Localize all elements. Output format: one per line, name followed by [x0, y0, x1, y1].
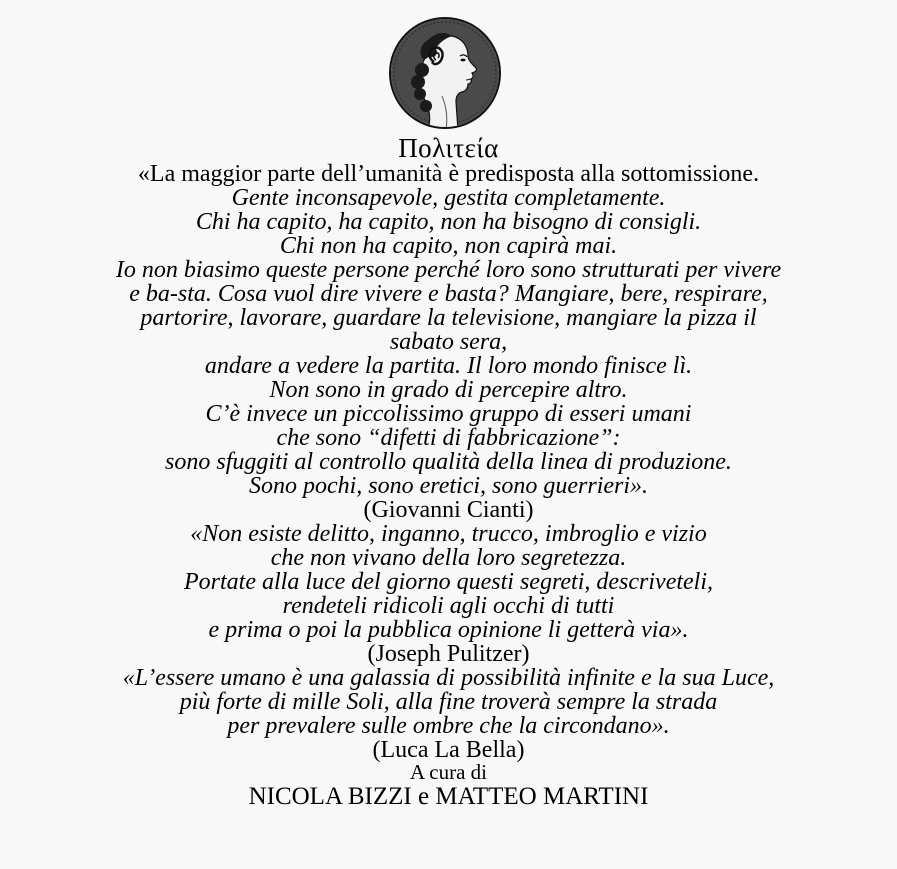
quote1-line: Io non biasimo queste persone perché loro sono strutturati per vivere	[115, 257, 782, 283]
quote1-line: che sono “difetti di fabbricazione”:	[276, 425, 621, 451]
quote1-line: Gente inconsapevole, gestita completamente.	[231, 185, 666, 211]
quote1-line: e ba-sta. Cosa vuol dire vivere e basta? Mangiare, bere, respirare,	[129, 281, 768, 307]
quote3-line: «L’essere umano è una galassia di possibilità infinite e la sua Luce,	[122, 665, 775, 691]
quote1-line: C’è invece un piccolissimo gruppo di esseri umani	[205, 401, 692, 427]
quote2-line: «Non esiste delitto, inganno, trucco, imbroglio e vizio	[190, 521, 707, 547]
quote1-line: sono sfuggiti al controllo qualità della linea di produzione.	[165, 449, 732, 475]
quote3-line: per prevalere sulle ombre che la circondano».	[227, 713, 670, 739]
quote2-line: e prima o poi la pubblica opinione li getterà via».	[208, 617, 689, 643]
quote3-line: più forte di mille Soli, alla fine troverà sempre la strada	[179, 689, 718, 715]
quote1-line: Chi ha capito, ha capito, non ha bisogno di consigli.	[195, 209, 702, 235]
quote1-line: Sono pochi, sono eretici, sono guerrieri».	[248, 473, 649, 499]
quote1-line: andare a vedere la partita. Il loro mondo finisce lì.	[204, 353, 693, 379]
editors-names: NICOLA BIZZI e MATTEO MARTINI	[248, 783, 649, 810]
quote2-line: che non vivano della loro segretezza.	[270, 545, 627, 571]
quote1-line: Chi non ha capito, non capirà mai.	[279, 233, 618, 259]
quote1-line: sabato sera,	[389, 329, 508, 355]
quote2-line: rendeteli ridicoli agli occhi di tutti	[282, 593, 615, 619]
quote1-author: (Giovanni Cianti)	[363, 497, 534, 523]
alexander-coin-icon	[388, 16, 502, 130]
quote2-line: Portate alla luce del giorno questi segreti, descriveteli,	[184, 569, 713, 595]
quote1-line: partorire, lavorare, guardare la televisione, mangiare la pizza il	[140, 305, 757, 331]
brand-title: Πολιτεία	[398, 133, 499, 163]
quote2-author: (Joseph Pulitzer)	[367, 641, 530, 667]
curated-by-label: A cura di	[410, 760, 487, 784]
quote3-author: (Luca La Bella)	[372, 737, 525, 763]
quotes-block	[0, 162, 897, 811]
quote1-line: «La maggior parte dell’umanità è predisposta alla sottomissione.	[137, 161, 760, 187]
quote1-line: Non sono in grado di percepire altro.	[269, 377, 628, 403]
